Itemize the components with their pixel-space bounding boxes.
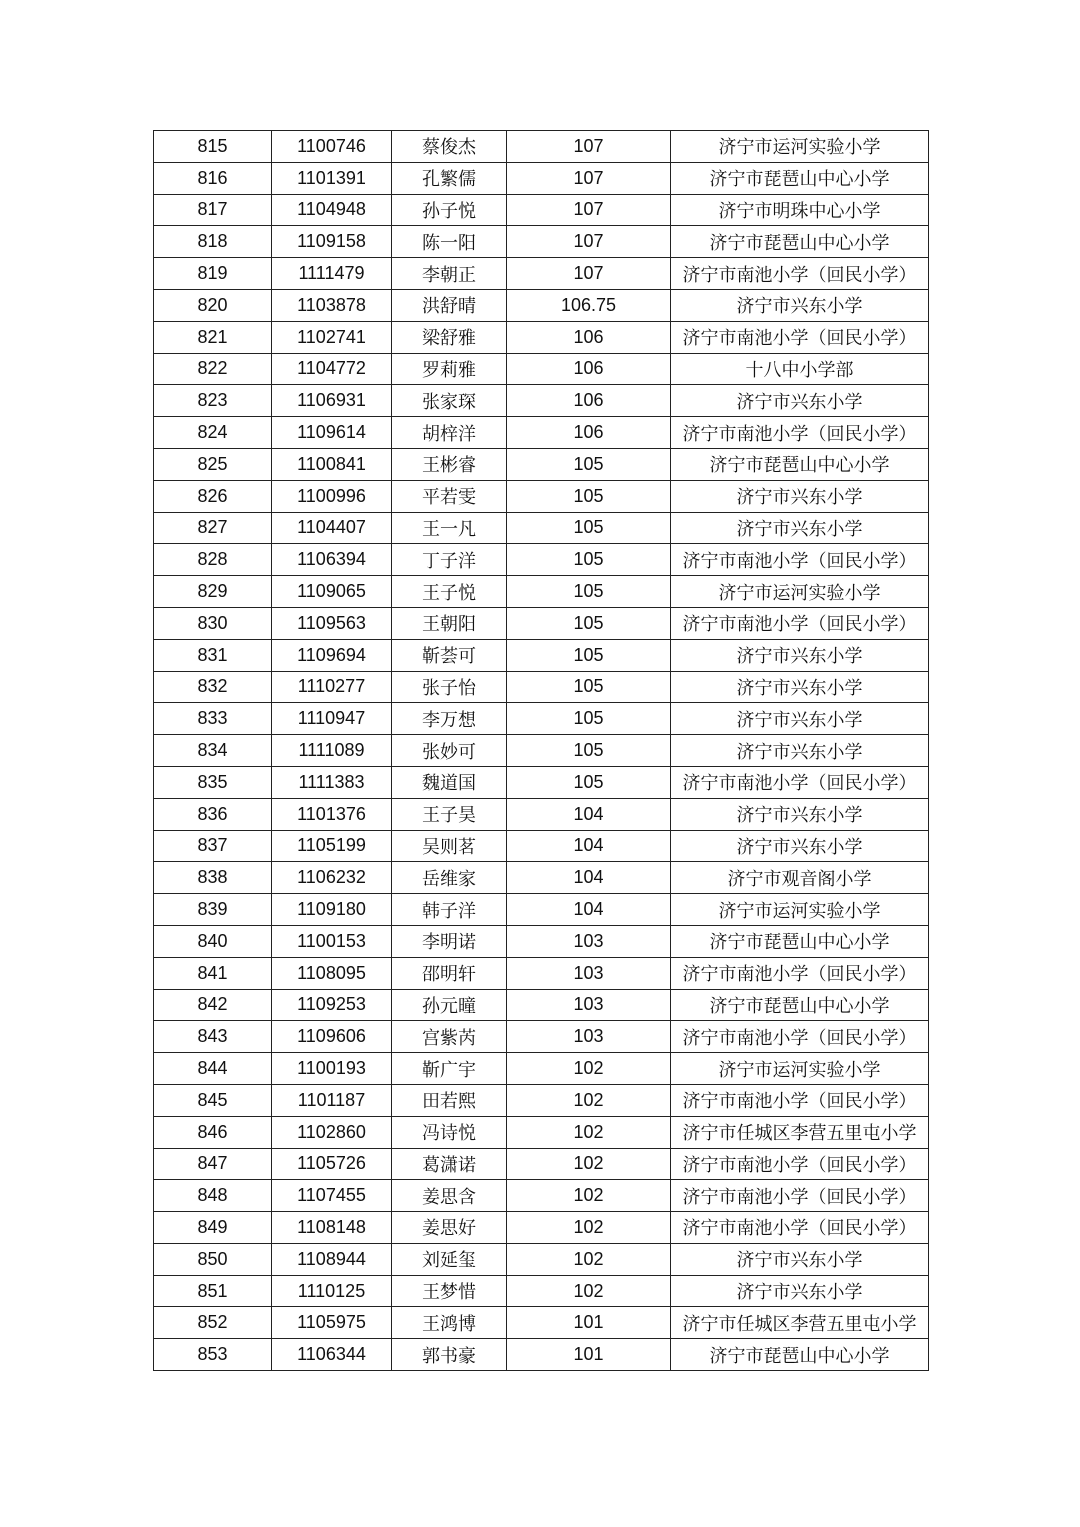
score-cell: 102 (507, 1180, 671, 1212)
table-row (154, 1116, 929, 1148)
student-name-cell: 靳荟可 (392, 639, 507, 671)
rank-cell: 847 (154, 1148, 272, 1180)
table-row (154, 894, 929, 926)
student-name-cell: 姜思含 (392, 1180, 507, 1212)
student-id-cell: 1106931 (272, 385, 392, 417)
school-cell: 济宁市南池小学（回民小学） (671, 766, 929, 798)
student-id-cell: 1108095 (272, 957, 392, 989)
score-cell: 103 (507, 989, 671, 1021)
rank-cell: 853 (154, 1339, 272, 1371)
score-cell: 102 (507, 1243, 671, 1275)
table-row (154, 289, 929, 321)
school-cell: 济宁市运河实验小学 (671, 131, 929, 163)
student-id-cell: 1109614 (272, 417, 392, 449)
student-id-cell: 1105975 (272, 1307, 392, 1339)
score-cell: 101 (507, 1307, 671, 1339)
student-id-cell: 1109158 (272, 226, 392, 258)
score-cell: 107 (507, 194, 671, 226)
score-cell: 107 (507, 131, 671, 163)
score-cell: 103 (507, 957, 671, 989)
school-cell: 十八中小学部 (671, 353, 929, 385)
table-row (154, 735, 929, 767)
table-row (154, 862, 929, 894)
student-name-cell: 平若雯 (392, 480, 507, 512)
student-id-cell: 1100996 (272, 480, 392, 512)
table-row (154, 1180, 929, 1212)
table-row (154, 162, 929, 194)
table-row (154, 671, 929, 703)
student-name-cell: 岳维家 (392, 862, 507, 894)
rank-cell: 832 (154, 671, 272, 703)
student-id-cell: 1109563 (272, 607, 392, 639)
rank-cell: 816 (154, 162, 272, 194)
school-cell: 济宁市兴东小学 (671, 1275, 929, 1307)
table-row (154, 226, 929, 258)
student-id-cell: 1100746 (272, 131, 392, 163)
table-row (154, 417, 929, 449)
student-id-cell: 1108944 (272, 1243, 392, 1275)
student-id-cell: 1105199 (272, 830, 392, 862)
school-cell: 济宁市兴东小学 (671, 385, 929, 417)
student-name-cell: 洪舒晴 (392, 289, 507, 321)
student-id-cell: 1110277 (272, 671, 392, 703)
student-name-cell: 冯诗悦 (392, 1116, 507, 1148)
rank-cell: 842 (154, 989, 272, 1021)
student-name-cell: 陈一阳 (392, 226, 507, 258)
rank-cell: 834 (154, 735, 272, 767)
table-row (154, 512, 929, 544)
score-cell: 107 (507, 226, 671, 258)
score-cell: 105 (507, 766, 671, 798)
table-row (154, 480, 929, 512)
rank-cell: 840 (154, 925, 272, 957)
rank-cell: 820 (154, 289, 272, 321)
student-id-cell: 1107455 (272, 1180, 392, 1212)
school-cell: 济宁市兴东小学 (671, 735, 929, 767)
score-cell: 105 (507, 639, 671, 671)
student-id-cell: 1102741 (272, 321, 392, 353)
score-cell: 102 (507, 1116, 671, 1148)
rank-cell: 852 (154, 1307, 272, 1339)
student-id-cell: 1100841 (272, 448, 392, 480)
rank-cell: 844 (154, 1053, 272, 1085)
table-row (154, 385, 929, 417)
score-cell: 105 (507, 576, 671, 608)
school-cell: 济宁市南池小学（回民小学） (671, 321, 929, 353)
school-cell: 济宁市琵琶山中心小学 (671, 226, 929, 258)
rank-cell: 825 (154, 448, 272, 480)
score-cell: 102 (507, 1148, 671, 1180)
school-cell: 济宁市南池小学（回民小学） (671, 1084, 929, 1116)
student-name-cell: 魏道国 (392, 766, 507, 798)
student-id-cell: 1108148 (272, 1212, 392, 1244)
student-id-cell: 1106344 (272, 1339, 392, 1371)
student-name-cell: 孙子悦 (392, 194, 507, 226)
student-name-cell: 孙元曈 (392, 989, 507, 1021)
school-cell: 济宁市南池小学（回民小学） (671, 1021, 929, 1053)
student-id-cell: 1105726 (272, 1148, 392, 1180)
score-cell: 106 (507, 353, 671, 385)
table-row (154, 1243, 929, 1275)
table-row (154, 798, 929, 830)
student-name-cell: 梁舒雅 (392, 321, 507, 353)
rank-cell: 838 (154, 862, 272, 894)
score-cell: 105 (507, 512, 671, 544)
rank-cell: 848 (154, 1180, 272, 1212)
student-id-cell: 1109606 (272, 1021, 392, 1053)
school-cell: 济宁市南池小学（回民小学） (671, 544, 929, 576)
table-row (154, 830, 929, 862)
student-id-cell: 1110947 (272, 703, 392, 735)
school-cell: 济宁市运河实验小学 (671, 576, 929, 608)
table-row (154, 544, 929, 576)
student-id-cell: 1110125 (272, 1275, 392, 1307)
student-name-cell: 张子怡 (392, 671, 507, 703)
school-cell: 济宁市南池小学（回民小学） (671, 258, 929, 290)
score-cell: 103 (507, 1021, 671, 1053)
student-name-cell: 李明诺 (392, 925, 507, 957)
student-name-cell: 张家琛 (392, 385, 507, 417)
student-id-cell: 1102860 (272, 1116, 392, 1148)
student-id-cell: 1106394 (272, 544, 392, 576)
rank-cell: 835 (154, 766, 272, 798)
school-cell: 济宁市琵琶山中心小学 (671, 989, 929, 1021)
student-id-cell: 1111479 (272, 258, 392, 290)
rank-cell: 830 (154, 607, 272, 639)
score-cell: 106.75 (507, 289, 671, 321)
table-row (154, 576, 929, 608)
rank-cell: 837 (154, 830, 272, 862)
score-cell: 107 (507, 258, 671, 290)
school-cell: 济宁市观音阁小学 (671, 862, 929, 894)
score-cell: 104 (507, 830, 671, 862)
student-name-cell: 王鸿博 (392, 1307, 507, 1339)
score-cell: 101 (507, 1339, 671, 1371)
table-row (154, 194, 929, 226)
table-row (154, 607, 929, 639)
student-id-cell: 1104948 (272, 194, 392, 226)
score-cell: 105 (507, 703, 671, 735)
student-name-cell: 王朝阳 (392, 607, 507, 639)
rank-cell: 828 (154, 544, 272, 576)
student-id-cell: 1100153 (272, 925, 392, 957)
table-body (154, 131, 929, 1371)
student-name-cell: 吴则茗 (392, 830, 507, 862)
table-row (154, 1339, 929, 1371)
score-cell: 107 (507, 162, 671, 194)
score-cell: 102 (507, 1212, 671, 1244)
student-name-cell: 王梦惜 (392, 1275, 507, 1307)
rank-cell: 836 (154, 798, 272, 830)
school-cell: 济宁市南池小学（回民小学） (671, 417, 929, 449)
student-id-cell: 1100193 (272, 1053, 392, 1085)
student-name-cell: 王一凡 (392, 512, 507, 544)
score-cell: 105 (507, 448, 671, 480)
school-cell: 济宁市兴东小学 (671, 639, 929, 671)
rank-cell: 815 (154, 131, 272, 163)
score-cell: 104 (507, 798, 671, 830)
table-row (154, 1148, 929, 1180)
school-cell: 济宁市兴东小学 (671, 798, 929, 830)
rank-cell: 831 (154, 639, 272, 671)
table-row (154, 353, 929, 385)
school-cell: 济宁市琵琶山中心小学 (671, 448, 929, 480)
student-name-cell: 丁子洋 (392, 544, 507, 576)
score-cell: 104 (507, 862, 671, 894)
student-id-cell: 1111089 (272, 735, 392, 767)
student-name-cell: 李朝正 (392, 258, 507, 290)
student-id-cell: 1104772 (272, 353, 392, 385)
table-row (154, 1307, 929, 1339)
rank-cell: 850 (154, 1243, 272, 1275)
rank-cell: 817 (154, 194, 272, 226)
school-cell: 济宁市任城区李营五里屯小学 (671, 1116, 929, 1148)
score-cell: 105 (507, 607, 671, 639)
student-name-cell: 王子昊 (392, 798, 507, 830)
rank-cell: 826 (154, 480, 272, 512)
student-name-cell: 姜思好 (392, 1212, 507, 1244)
score-cell: 106 (507, 321, 671, 353)
student-name-cell: 靳广宇 (392, 1053, 507, 1085)
score-cell: 105 (507, 544, 671, 576)
school-cell: 济宁市运河实验小学 (671, 1053, 929, 1085)
table-row (154, 1021, 929, 1053)
rank-cell: 851 (154, 1275, 272, 1307)
student-name-cell: 葛潇诺 (392, 1148, 507, 1180)
score-cell: 105 (507, 735, 671, 767)
student-name-cell: 邵明轩 (392, 957, 507, 989)
ranking-table (153, 130, 929, 1371)
table-row (154, 925, 929, 957)
rank-cell: 829 (154, 576, 272, 608)
student-name-cell: 张妙可 (392, 735, 507, 767)
student-name-cell: 郭书豪 (392, 1339, 507, 1371)
table-row (154, 1084, 929, 1116)
table-row (154, 258, 929, 290)
student-name-cell: 李万想 (392, 703, 507, 735)
student-id-cell: 1106232 (272, 862, 392, 894)
student-name-cell: 宫紫芮 (392, 1021, 507, 1053)
student-name-cell: 蔡俊杰 (392, 131, 507, 163)
rank-cell: 849 (154, 1212, 272, 1244)
student-id-cell: 1111383 (272, 766, 392, 798)
school-cell: 济宁市南池小学（回民小学） (671, 1180, 929, 1212)
table-row (154, 957, 929, 989)
score-cell: 102 (507, 1275, 671, 1307)
table-row (154, 321, 929, 353)
school-cell: 济宁市兴东小学 (671, 1243, 929, 1275)
student-name-cell: 刘延玺 (392, 1243, 507, 1275)
score-cell: 106 (507, 385, 671, 417)
rank-cell: 843 (154, 1021, 272, 1053)
table-row (154, 1053, 929, 1085)
table-row (154, 766, 929, 798)
student-id-cell: 1101376 (272, 798, 392, 830)
student-name-cell: 王彬睿 (392, 448, 507, 480)
table-row (154, 989, 929, 1021)
student-id-cell: 1109253 (272, 989, 392, 1021)
school-cell: 济宁市南池小学（回民小学） (671, 1148, 929, 1180)
school-cell: 济宁市南池小学（回民小学） (671, 607, 929, 639)
rank-cell: 819 (154, 258, 272, 290)
school-cell: 济宁市兴东小学 (671, 830, 929, 862)
table-row (154, 1275, 929, 1307)
school-cell: 济宁市兴东小学 (671, 480, 929, 512)
rank-cell: 827 (154, 512, 272, 544)
student-id-cell: 1103878 (272, 289, 392, 321)
school-cell: 济宁市任城区李营五里屯小学 (671, 1307, 929, 1339)
rank-cell: 841 (154, 957, 272, 989)
rank-cell: 824 (154, 417, 272, 449)
rank-cell: 839 (154, 894, 272, 926)
rank-cell: 818 (154, 226, 272, 258)
rank-cell: 822 (154, 353, 272, 385)
student-id-cell: 1109180 (272, 894, 392, 926)
rank-cell: 821 (154, 321, 272, 353)
score-cell: 103 (507, 925, 671, 957)
score-cell: 102 (507, 1084, 671, 1116)
school-cell: 济宁市明珠中心小学 (671, 194, 929, 226)
rank-cell: 823 (154, 385, 272, 417)
school-cell: 济宁市琵琶山中心小学 (671, 1339, 929, 1371)
score-cell: 102 (507, 1053, 671, 1085)
student-name-cell: 孔繁儒 (392, 162, 507, 194)
student-name-cell: 王子悦 (392, 576, 507, 608)
score-cell: 106 (507, 417, 671, 449)
student-name-cell: 罗莉雅 (392, 353, 507, 385)
school-cell: 济宁市运河实验小学 (671, 894, 929, 926)
student-name-cell: 韩子洋 (392, 894, 507, 926)
student-id-cell: 1109065 (272, 576, 392, 608)
student-id-cell: 1101391 (272, 162, 392, 194)
table-row (154, 1212, 929, 1244)
table-row (154, 131, 929, 163)
school-cell: 济宁市南池小学（回民小学） (671, 1212, 929, 1244)
school-cell: 济宁市兴东小学 (671, 512, 929, 544)
student-name-cell: 胡梓洋 (392, 417, 507, 449)
score-cell: 104 (507, 894, 671, 926)
school-cell: 济宁市兴东小学 (671, 703, 929, 735)
school-cell: 济宁市兴东小学 (671, 289, 929, 321)
rank-cell: 845 (154, 1084, 272, 1116)
rank-cell: 833 (154, 703, 272, 735)
table-row (154, 639, 929, 671)
table-row (154, 703, 929, 735)
rank-cell: 846 (154, 1116, 272, 1148)
score-cell: 105 (507, 480, 671, 512)
table-row (154, 448, 929, 480)
student-name-cell: 田若熙 (392, 1084, 507, 1116)
school-cell: 济宁市琵琶山中心小学 (671, 925, 929, 957)
student-id-cell: 1104407 (272, 512, 392, 544)
school-cell: 济宁市琵琶山中心小学 (671, 162, 929, 194)
school-cell: 济宁市南池小学（回民小学） (671, 957, 929, 989)
score-cell: 105 (507, 671, 671, 703)
student-id-cell: 1109694 (272, 639, 392, 671)
school-cell: 济宁市兴东小学 (671, 671, 929, 703)
student-id-cell: 1101187 (272, 1084, 392, 1116)
